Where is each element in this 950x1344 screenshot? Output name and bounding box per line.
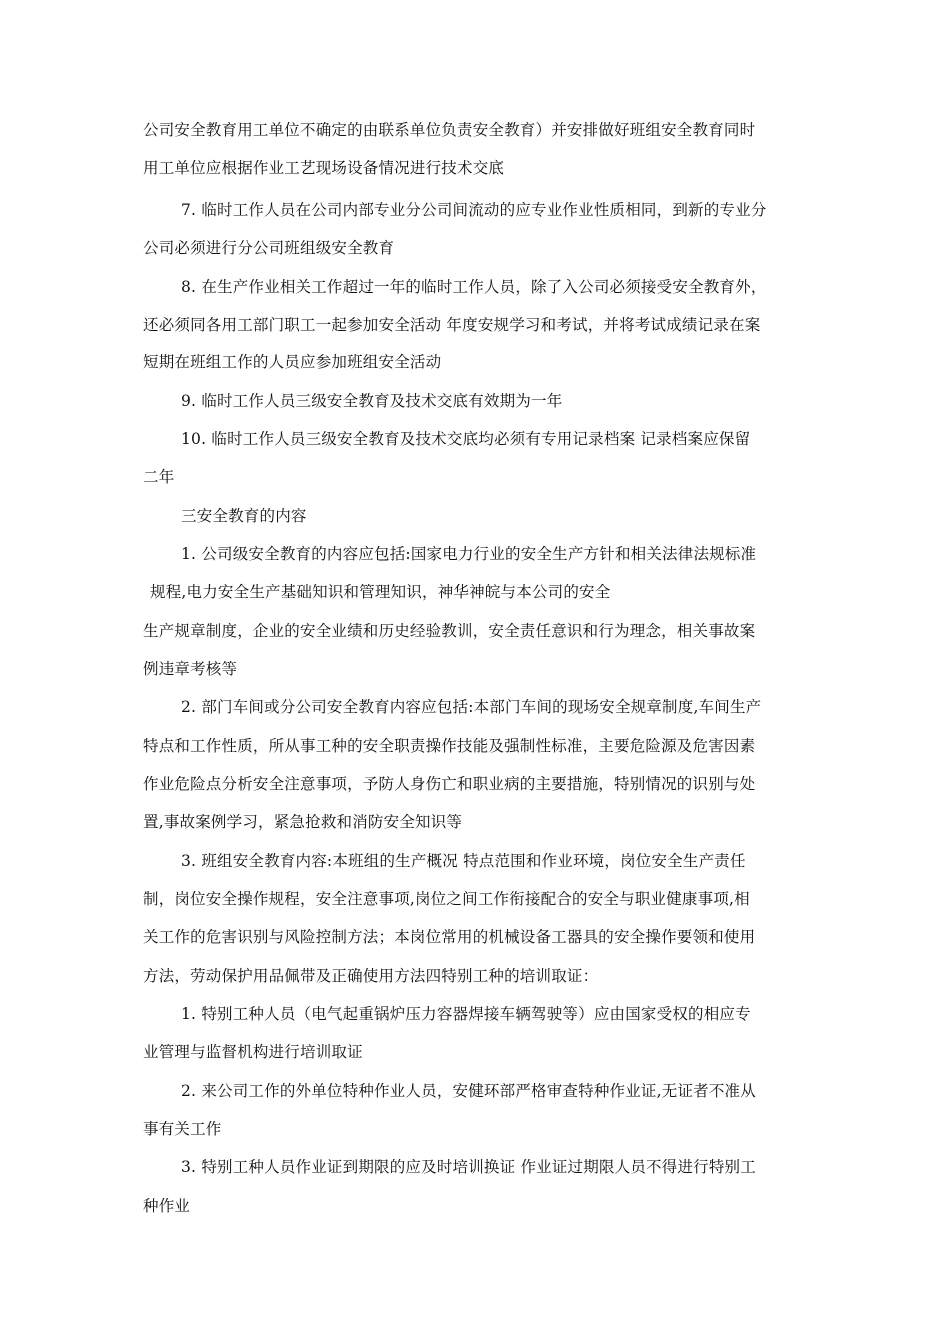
text-line: 7. 临时工作人员在公司内部专业分公司间流动的应专业作业性质相同，到新的专业分: [181, 201, 767, 219]
text-line: 规程,电力安全生产基础知识和管理知识，神华神皖与本公司的安全: [150, 583, 611, 601]
text-line: 1. 特别工种人员（电气起重锅炉压力容器焊接车辆驾驶等）应由国家受权的相应专: [181, 1005, 751, 1023]
text-line: 1. 公司级安全教育的内容应包括:国家电力行业的安全生产方针和相关法律法规标准: [181, 545, 757, 563]
text-line: 特点和工作性质，所从事工种的安全职责操作技能及强制性标准，主要危险源及危害因素: [143, 737, 756, 755]
text-line: 2. 来公司工作的外单位特种作业人员，安健环部严格审查特种作业证,无证者不准从: [181, 1082, 756, 1100]
text-line: 公司必须进行分公司班组级安全教育: [143, 239, 395, 257]
text-line: 业管理与监督机构进行培训取证: [143, 1043, 363, 1061]
text-line: 事有关工作: [143, 1120, 222, 1138]
text-line: 公司安全教育用工单位不确定的由联系单位负责安全教育）并安排做好班组安全教育同时: [143, 121, 756, 139]
text-line: 3. 班组安全教育内容:本班组的生产概况 特点范围和作业环境，岗位安全生产责任: [181, 852, 746, 870]
text-line: 3. 特别工种人员作业证到期限的应及时培训换证 作业证过期限人员不得进行特别工: [181, 1158, 756, 1176]
section-heading: 三安全教育的内容: [181, 507, 307, 525]
text-line: 方法，劳动保护用品佩带及正确使用方法四特别工种的培训取证：: [143, 967, 599, 985]
text-line: 例违章考核等: [143, 660, 238, 678]
text-line: 生产规章制度，企业的安全业绩和历史经验教训，安全责任意识和行为理念，相关事故案: [143, 622, 756, 640]
text-line: 用工单位应根据作业工艺现场设备情况进行技术交底: [143, 159, 505, 177]
text-line: 还必须同各用工部门职工一起参加安全活动 年度安规学习和考试，并将考试成绩记录在案: [143, 316, 761, 334]
text-line: 关工作的危害识别与风险控制方法；本岗位常用的机械设备工器具的安全操作要领和使用: [143, 928, 756, 946]
text-line: 二年: [143, 468, 175, 486]
text-line: 短期在班组工作的人员应参加班组安全活动: [143, 353, 442, 371]
text-line: 作业危险点分析安全注意事项，予防人身伤亡和职业病的主要措施，特别情况的识别与处: [143, 775, 756, 793]
text-line: 10. 临时工作人员三级安全教育及技术交底均必须有专用记录档案 记录档案应保留: [181, 430, 751, 448]
text-line: 种作业: [143, 1197, 191, 1215]
text-line: 9. 临时工作人员三级安全教育及技术交底有效期为一年: [181, 392, 563, 410]
text-line: 置,事故案例学习，紧急抢救和消防安全知识等: [143, 813, 463, 831]
text-line: 制，岗位安全操作规程，安全注意事项,岗位之间工作衔接配合的安全与职业健康事项,相: [143, 890, 750, 908]
text-line: 8. 在生产作业相关工作超过一年的临时工作人员，除了入公司必须接受安全教育外，: [181, 278, 767, 296]
text-line: 2. 部门车间或分公司安全教育内容应包括:本部门车间的现场安全规章制度,车间生产: [181, 698, 762, 716]
